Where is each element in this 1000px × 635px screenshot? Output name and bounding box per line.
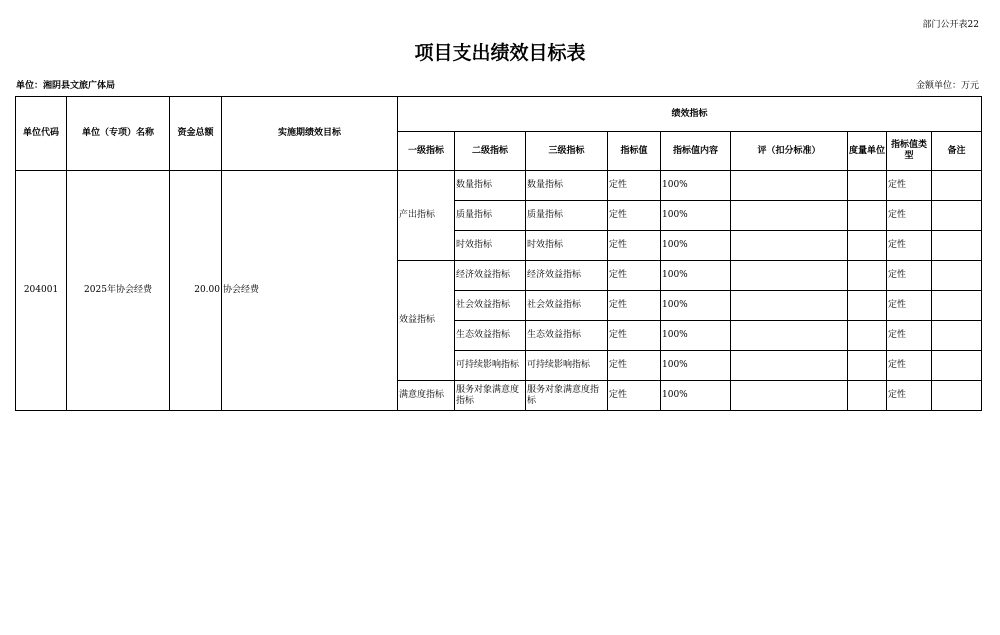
criteria-cell bbox=[731, 171, 848, 201]
measure-unit-cell bbox=[848, 261, 887, 291]
value-content-cell: 100% bbox=[661, 201, 731, 231]
header-unit-name: 单位（专项）名称 bbox=[67, 97, 170, 171]
criteria-cell bbox=[731, 321, 848, 351]
group-output: 产出指标 bbox=[398, 171, 455, 261]
form-number: 部门公开表22 bbox=[922, 20, 979, 30]
header-value: 指标值 bbox=[608, 132, 661, 171]
header-measure-unit: 度量单位 bbox=[848, 132, 887, 171]
remark-cell bbox=[932, 321, 982, 351]
value-type-cell: 定性 bbox=[887, 351, 932, 381]
criteria-cell bbox=[731, 201, 848, 231]
value-cell: 定性 bbox=[608, 171, 661, 201]
level3-cell: 经济效益指标 bbox=[526, 261, 608, 291]
remark-cell bbox=[932, 261, 982, 291]
header-value-type: 指标值类型 bbox=[887, 132, 932, 171]
value-content-cell: 100% bbox=[661, 381, 731, 411]
measure-unit-cell bbox=[848, 201, 887, 231]
project-name: 2025年协会经费 bbox=[67, 171, 170, 411]
level3-cell: 可持续影响指标 bbox=[526, 351, 608, 381]
value-type-cell: 定性 bbox=[887, 321, 932, 351]
level2-cell: 经济效益指标 bbox=[455, 261, 526, 291]
value-content-cell: 100% bbox=[661, 171, 731, 201]
value-cell: 定性 bbox=[608, 231, 661, 261]
header-perf-indicators: 绩效指标 bbox=[398, 97, 982, 132]
project-goal: 协会经费 bbox=[222, 171, 398, 411]
criteria-cell bbox=[731, 261, 848, 291]
level3-cell: 时效指标 bbox=[526, 231, 608, 261]
value-content-cell: 100% bbox=[661, 291, 731, 321]
remark-cell bbox=[932, 201, 982, 231]
measure-unit-cell bbox=[848, 351, 887, 381]
project-amount: 20.00 bbox=[170, 171, 222, 411]
level3-cell: 生态效益指标 bbox=[526, 321, 608, 351]
header-remark: 备注 bbox=[932, 132, 982, 171]
value-cell: 定性 bbox=[608, 321, 661, 351]
value-content-cell: 100% bbox=[661, 321, 731, 351]
header-unit-code: 单位代码 bbox=[16, 97, 67, 171]
table-row bbox=[16, 171, 982, 201]
header-criteria: 评（扣分标准） bbox=[731, 132, 848, 171]
value-cell: 定性 bbox=[608, 201, 661, 231]
level3-cell: 数量指标 bbox=[526, 171, 608, 201]
page-title: 项目支出绩效目标表 bbox=[414, 42, 586, 64]
value-cell: 定性 bbox=[608, 261, 661, 291]
group-benefit: 效益指标 bbox=[398, 261, 455, 381]
value-content-cell: 100% bbox=[661, 351, 731, 381]
project-code: 204001 bbox=[16, 171, 67, 411]
level2-cell: 社会效益指标 bbox=[455, 291, 526, 321]
level2-cell: 可持续影响指标 bbox=[455, 351, 526, 381]
level2-cell: 生态效益指标 bbox=[455, 321, 526, 351]
value-cell: 定性 bbox=[608, 381, 661, 411]
amount-unit-label: 金额单位：万元 bbox=[915, 81, 979, 91]
header-level1: 一级指标 bbox=[398, 132, 455, 171]
measure-unit-cell bbox=[848, 231, 887, 261]
value-cell: 定性 bbox=[608, 351, 661, 381]
value-content-cell: 100% bbox=[661, 231, 731, 261]
value-type-cell: 定性 bbox=[887, 261, 932, 291]
header-total-funds: 资金总额 bbox=[170, 97, 222, 171]
criteria-cell bbox=[731, 381, 848, 411]
criteria-cell bbox=[731, 231, 848, 261]
level2-cell: 时效指标 bbox=[455, 231, 526, 261]
value-type-cell: 定性 bbox=[887, 171, 932, 201]
unit-label: 单位：湘阴县文旅广体局 bbox=[16, 81, 116, 91]
performance-table bbox=[15, 96, 982, 411]
level2-cell: 服务对象满意度指标 bbox=[455, 381, 526, 411]
level3-cell: 社会效益指标 bbox=[526, 291, 608, 321]
remark-cell bbox=[932, 381, 982, 411]
measure-unit-cell bbox=[848, 171, 887, 201]
remark-cell bbox=[932, 171, 982, 201]
value-cell: 定性 bbox=[608, 291, 661, 321]
group-satisfaction: 满意度指标 bbox=[398, 381, 455, 411]
criteria-cell bbox=[731, 291, 848, 321]
level2-cell: 数量指标 bbox=[455, 171, 526, 201]
value-type-cell: 定性 bbox=[887, 231, 932, 261]
measure-unit-cell bbox=[848, 381, 887, 411]
value-type-cell: 定性 bbox=[887, 291, 932, 321]
remark-cell bbox=[932, 231, 982, 261]
remark-cell bbox=[932, 351, 982, 381]
measure-unit-cell bbox=[848, 291, 887, 321]
criteria-cell bbox=[731, 351, 848, 381]
level2-cell: 质量指标 bbox=[455, 201, 526, 231]
level3-cell: 服务对象满意度指标 bbox=[526, 381, 608, 411]
level3-cell: 质量指标 bbox=[526, 201, 608, 231]
value-type-cell: 定性 bbox=[887, 201, 932, 231]
header-level3: 三级指标 bbox=[526, 132, 608, 171]
value-content-cell: 100% bbox=[661, 261, 731, 291]
header-level2: 二级指标 bbox=[455, 132, 526, 171]
remark-cell bbox=[932, 291, 982, 321]
header-goal: 实施期绩效目标 bbox=[222, 97, 398, 171]
value-type-cell: 定性 bbox=[887, 381, 932, 411]
measure-unit-cell bbox=[848, 321, 887, 351]
header-value-content: 指标值内容 bbox=[661, 132, 731, 171]
